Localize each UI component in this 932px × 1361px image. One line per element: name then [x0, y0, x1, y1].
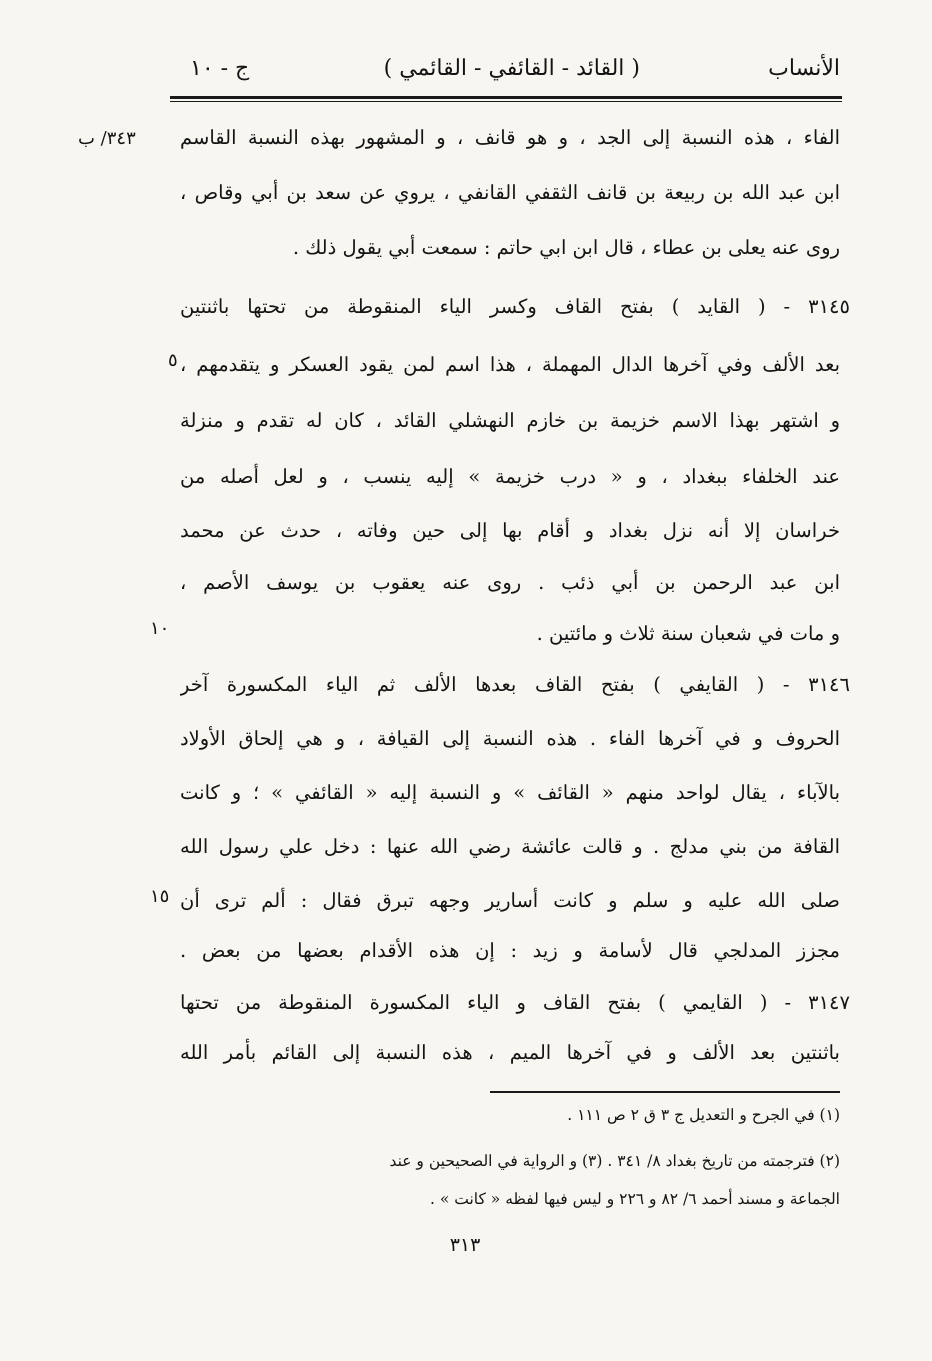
margin-line-5: ٥: [168, 350, 178, 371]
header-entry-names: ( القائد - القائفي - القائمي ): [383, 56, 640, 81]
footnote-3-continued: الجماعة و مسند أحمد ٦/ ٨٢ و ٢٢٦ و ليس فيها لفظه « كانت » .: [429, 1190, 840, 1208]
text-line: مجزز المدلجي قال لأسامة و زيد : إن هذه الأقدام بعضها من بعض .: [180, 939, 840, 962]
text-line: عند الخلفاء ببغداد ، و « درب خزيمة » إليه ينسب ، و لعل أصله من: [180, 465, 840, 488]
text-line: و اشتهر بهذا الاسم خزيمة بن خازم النهشلي القائد ، كان له تقدم و منزلة: [180, 409, 840, 432]
text-line: صلى الله عليه و سلم و كانت أسارير وجهه تبرق فقال : ألم ترى أن: [180, 889, 840, 912]
text-line: الحروف و في آخرها الفاء . هذه النسبة إلى القيافة ، و هي إلحاق الأولاد: [180, 727, 840, 750]
entry-heading-3147: ٣١٤٧ - ( القايمي ) بفتح القاف و الياء المكسورة المنقوطة من تحتها: [180, 991, 850, 1014]
text-line: بالآباء ، يقال لواحد منهم « القائف » و النسبة إليه « القائفي » ؛ و كانت: [180, 781, 840, 804]
footnote-rule: [490, 1091, 840, 1093]
text-line: روى عنه يعلى بن عطاء ، قال ابن ابي حاتم : سمعت أبي يقول ذلك .: [292, 236, 840, 259]
entry-heading-3146: ٣١٤٦ - ( القايفي ) بفتح القاف بعدها الألف ثم الياء المكسورة آخر: [180, 673, 850, 696]
margin-line-15: ١٥: [150, 886, 170, 907]
header-volume: ج - ١٠: [190, 56, 250, 81]
running-header: [160, 50, 840, 90]
footnote-1: (١) في الجرح و التعديل ج ٣ ق ٢ ص ١١١ .: [567, 1106, 840, 1124]
margin-line-10: ١٠: [150, 618, 170, 639]
text-line: ابن عبد الله بن ربيعة بن قانف الثقفي القانفي ، يروي عن سعد بن أبي وقاص ،: [180, 181, 840, 204]
entry-heading-3145: ٣١٤٥ - ( القايد ) بفتح القاف وكسر الياء المنقوطة من تحتها باثنتين: [180, 295, 850, 318]
text-line: خراسان إلا أنه نزل بغداد و أقام بها إلى حين وفاته ، حدث عن محمد: [180, 519, 840, 542]
text-line: ابن عبد الرحمن بن أبي ذئب . روى عنه يعقوب بن يوسف الأصم ،: [180, 571, 840, 594]
text-line: بعد الألف وفي آخرها الدال المهملة ، هذا اسم لمن يقود العسكر و يتقدمهم ،: [180, 353, 840, 376]
page-number: ٣١٣: [449, 1234, 481, 1256]
text-line: و مات في شعبان سنة ثلاث و مائتين .: [536, 622, 840, 645]
header-book-title: الأنساب: [768, 56, 840, 81]
footnote-2-3: (٢) فترجمته من تاريخ بغداد ٨/ ٣٤١ . (٣) و الرواية في الصحيحين و عند: [389, 1152, 840, 1170]
margin-folio: ٣٤٣/ ب: [78, 128, 136, 149]
text-line: الفاء ، هذه النسبة إلى الجد ، و هو قانف ، و المشهور بهذه النسبة القاسم: [180, 126, 840, 149]
text-line: القافة من بني مدلج . و قالت عائشة رضي الله عنها : دخل علي رسول الله: [180, 835, 840, 858]
text-line: باثنتين بعد الألف و في آخرها الميم ، هذه النسبة إلى القائم بأمر الله: [180, 1041, 840, 1064]
header-rule-thick: [170, 96, 842, 99]
header-rule-thin: [170, 101, 842, 102]
